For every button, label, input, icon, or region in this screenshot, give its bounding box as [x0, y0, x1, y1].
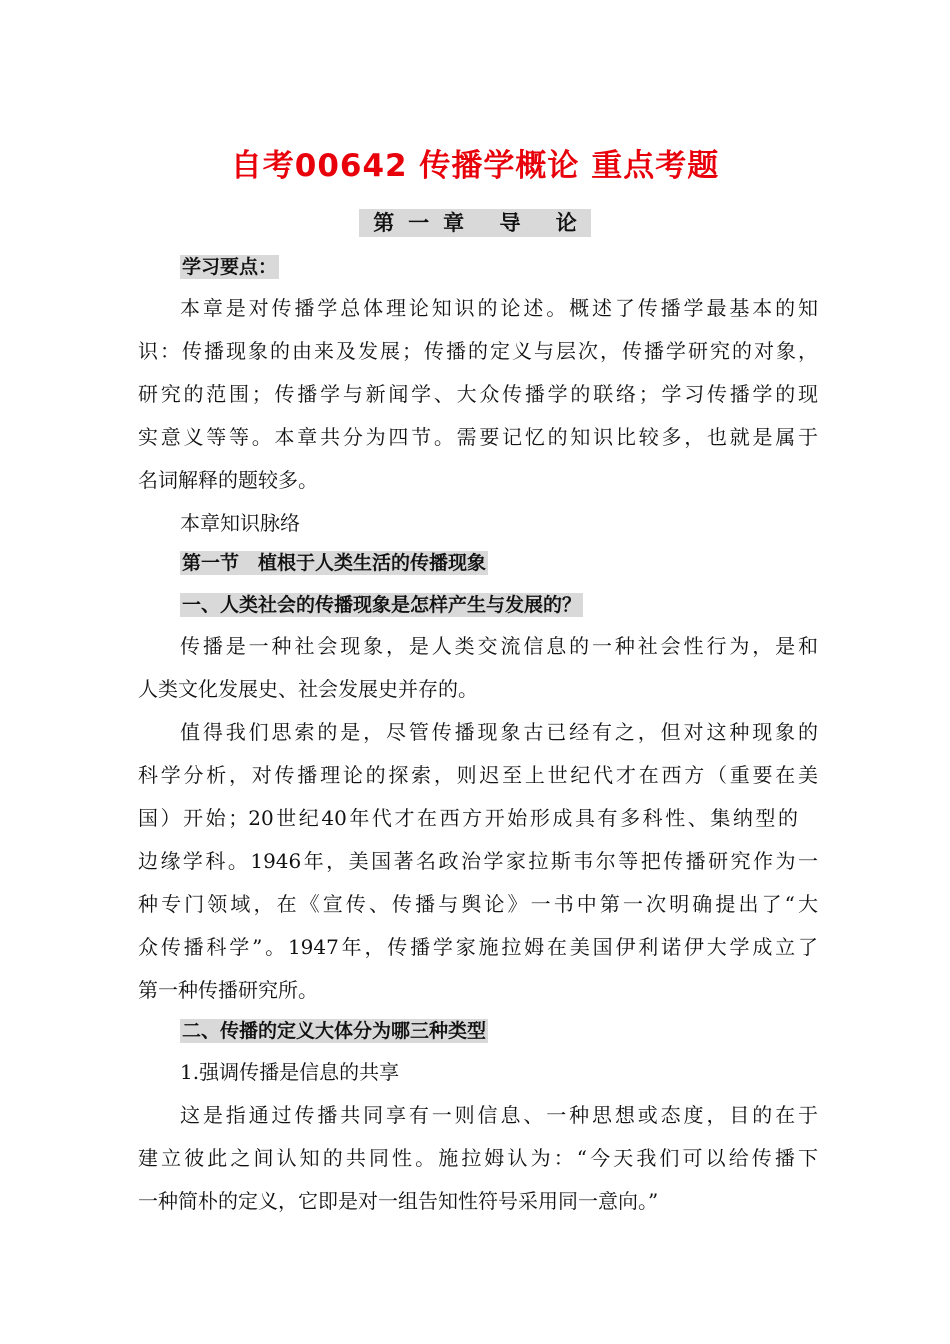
list-item: 1.强调传播是信息的共享 [180, 1060, 400, 1084]
paragraph-line: 一种简朴的定义，它即是对一组告知性符号采用同一意向。” [138, 1189, 659, 1213]
paragraph-line: 科学分析，对传播理论的探索，则迟至上世纪代才在西方（重要在美 [138, 763, 818, 787]
paragraph-line: 众传播科学”。1947年，传播学家施拉姆在美国伊利诺伊大学成立了 [138, 935, 818, 959]
paragraph-line: 种专门领域，在《宣传、传播与舆论》一书中第一次明确提出了“大 [138, 892, 818, 916]
paragraph-line: 识：传播现象的由来及发展；传播的定义与层次，传播学研究的对象， [138, 339, 818, 363]
study-points-label: 学习要点： [182, 256, 278, 278]
document-title: 自考00642 传播学概论 重点考题 [230, 148, 720, 184]
paragraph-line: 研究的范围；传播学与新闻学、大众传播学的联络；学习传播学的现 [138, 382, 818, 406]
paragraph-line: 本章是对传播学总体理论知识的论述。概述了传播学最基本的知 [180, 296, 818, 320]
paragraph-line: 人类文化发展史、社会发展史并存的。 [138, 677, 478, 701]
paragraph-line: 这是指通过传播共同享有一则信息、一种思想或态度，目的在于 [180, 1103, 818, 1127]
paragraph-line: 值得我们思索的是，尽管传播现象古已经有之，但对这种现象的 [180, 720, 818, 744]
section-heading [180, 548, 860, 575]
paragraph-line: 建立彼此之间认知的共同性。施拉姆认为：“今天我们可以给传播下 [138, 1146, 818, 1170]
paragraph-line: 边缘学科。1946年，美国著名政治学家拉斯韦尔等把传播研究作为一 [138, 849, 818, 873]
section-heading-text: 第一节 植根于人类生活的传播现象 [182, 552, 487, 574]
paragraph-line: 实意义等等。本章共分为四节。需要记忆的知识比较多，也就是属于 [138, 425, 818, 449]
paragraph-line: 国）开始；20世纪40年代才在西方开始形成具有多科性、集纳型的 [138, 806, 798, 830]
question-heading-text: 一、人类社会的传播现象是怎样产生与发展的？ [182, 594, 582, 616]
paragraph-line: 名词解释的题较多。 [138, 468, 318, 492]
paragraph-line: 第一种传播研究所。 [138, 978, 318, 1002]
question-heading [180, 590, 860, 617]
knowledge-map-label: 本章知识脉络 [180, 511, 300, 535]
study-points-heading [180, 252, 860, 279]
paragraph-line: 传播是一种社会现象，是人类交流信息的一种社会性行为，是和 [180, 634, 818, 658]
question-heading [180, 1016, 860, 1043]
chapter-heading-text: 第一章 导 论 [359, 209, 591, 237]
question-heading-text: 二、传播的定义大体分为哪三种类型 [182, 1020, 487, 1042]
chapter-heading [0, 207, 950, 237]
